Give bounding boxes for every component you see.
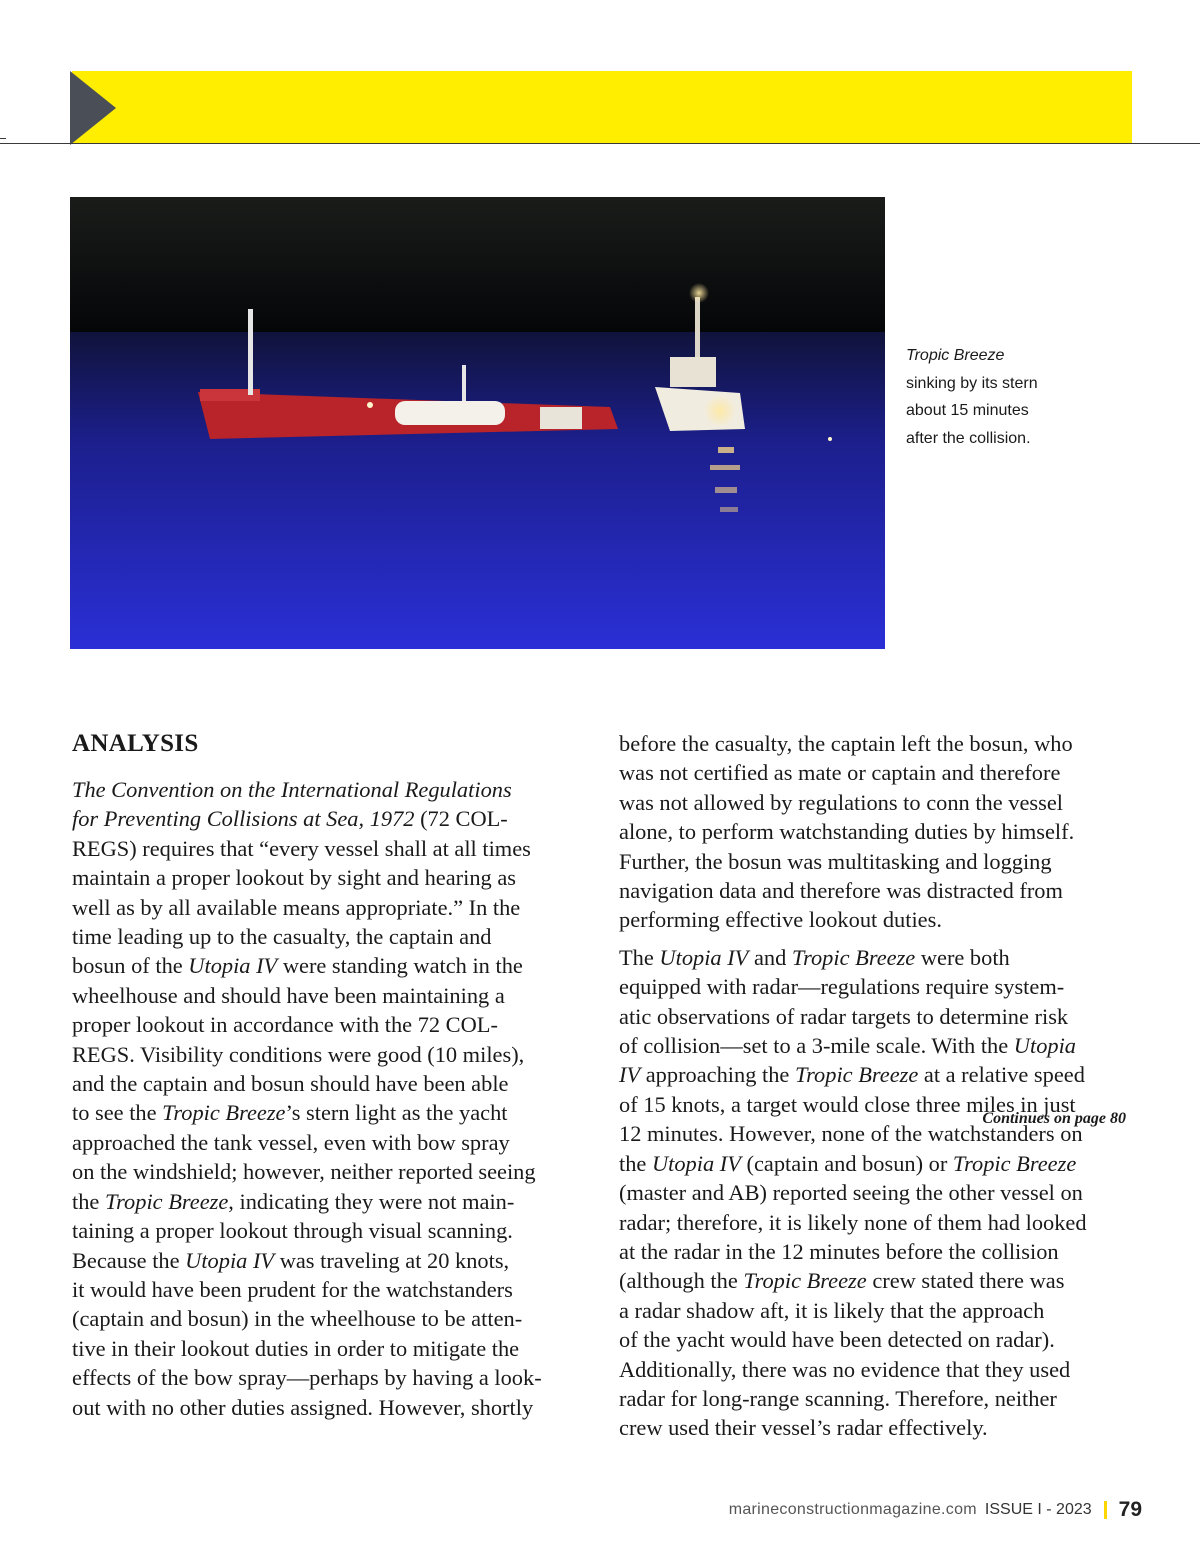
text-run: (72 COL- [414, 806, 508, 832]
text-run: effects of the bow spray—perhaps by having a look- [72, 1365, 542, 1391]
text-run: on the windshield; however, neither reported seeing [72, 1159, 536, 1185]
text-run: Additionally, there was no evidence that they used [619, 1356, 1071, 1382]
text-line [619, 847, 1139, 876]
text-line [619, 1384, 1139, 1413]
caption-line: about 15 minutes [906, 402, 1029, 419]
text-run: was traveling at 20 knots, [274, 1247, 510, 1273]
text-line [72, 1128, 592, 1157]
article-paragraph [619, 729, 1139, 935]
photo-sinking-vessel [70, 197, 885, 649]
text-line [619, 1208, 1139, 1237]
italic-text: Tropic Breeze [104, 1188, 229, 1214]
text-run: of the yacht would have been detected on radar). [619, 1327, 1055, 1353]
italic-text: Utopia IV [651, 1150, 741, 1176]
italic-text: Utopia [1013, 1033, 1076, 1059]
italic-text: Tropic Breeze [162, 1100, 286, 1126]
text-run: 12 minutes. However, none of the watchstanders on [619, 1121, 1083, 1147]
text-run: atic observations of radar targets to determine risk [619, 1003, 1069, 1029]
text-line [72, 1069, 592, 1098]
italic-text: Tropic Breeze [791, 944, 916, 970]
italic-text: Utopia IV [659, 944, 749, 970]
article-column-left [72, 729, 592, 1422]
text-run: performing effective lookout duties. [619, 907, 942, 933]
header-arrow-icon [70, 71, 118, 145]
text-line [72, 922, 592, 951]
text-run: REGS) requires that “every vessel shall at all times [72, 835, 531, 861]
text-run: radar for long-range scanning. Therefore, neither [619, 1385, 1057, 1411]
text-run: was not certified as mate or captain and therefore [619, 760, 1061, 786]
text-line [619, 1002, 1139, 1031]
text-run: approached the tank vessel, even with bow spray [72, 1129, 510, 1155]
text-line [619, 1413, 1139, 1442]
text-run: equipped with radar—regulations require system- [619, 974, 1065, 1000]
text-run: crew used their vessel’s radar effectively. [619, 1415, 988, 1441]
text-run: and [748, 944, 792, 970]
italic-text: Utopia IV [188, 953, 278, 979]
caption-line: sinking by its stern [906, 374, 1038, 392]
text-run: (master and AB) reported seeing the other vessel on [619, 1180, 1083, 1206]
footer-issue: ISSUE I - 2023 [984, 1501, 1092, 1518]
text-line [619, 1178, 1139, 1207]
caption-vessel-name: Tropic Breeze [906, 347, 1005, 364]
text-line [619, 876, 1139, 905]
text-line [619, 758, 1139, 787]
text-run: proper lookout in accordance with the 72 COL- [72, 1012, 498, 1038]
footer-separator [1104, 1501, 1107, 1519]
italic-text: Tropic Breeze [952, 1150, 1077, 1176]
text-line [72, 1010, 592, 1039]
footer-site: marineconstructionmagazine.com [728, 1501, 977, 1518]
text-line [619, 1031, 1139, 1060]
text-run: (captain and bosun) in the wheelhouse to be atten- [72, 1306, 523, 1332]
text-run: The [619, 944, 660, 970]
text-line [72, 1157, 592, 1186]
text-run: (captain and bosun) or [740, 1150, 953, 1176]
text-run: were both [915, 944, 1010, 970]
text-line [72, 1304, 592, 1333]
text-run: bosun of the [72, 953, 189, 979]
article-paragraph [619, 943, 1139, 1443]
text-line [72, 1363, 592, 1392]
text-run: , indicating they were not main- [228, 1188, 515, 1214]
text-run: (although the [619, 1268, 744, 1294]
text-run: and the captain and bosun should have been able [72, 1071, 509, 1097]
text-line [619, 788, 1139, 817]
italic-text: for Preventing Collisions at Sea, 1972 [72, 806, 415, 832]
text-line [619, 1355, 1139, 1384]
text-run: ’s stern light as the yacht [285, 1100, 508, 1126]
text-run: were standing watch in the [277, 953, 523, 979]
text-run: time leading up to the casualty, the captain and [72, 924, 492, 950]
text-run: at a relative speed [918, 1062, 1085, 1088]
italic-text: IV [619, 1062, 641, 1088]
text-run: maintain a proper lookout by sight and hearing as [72, 865, 516, 891]
continues-note: Continues on page 80 [982, 1110, 1126, 1127]
italic-text: Tropic Breeze [743, 1268, 867, 1294]
text-run: to see the [72, 1100, 163, 1126]
text-line [72, 1187, 592, 1216]
caption-line: after the collision. [906, 429, 1031, 447]
text-line [72, 893, 592, 922]
text-run: the [72, 1188, 105, 1214]
text-run: was not allowed by regulations to conn the vessel [619, 789, 1063, 815]
italic-text: Tropic Breeze [794, 1062, 919, 1088]
text-line [72, 1334, 592, 1363]
photo-caption [906, 342, 1106, 452]
page-number: 79 [1118, 1498, 1142, 1521]
text-line [72, 1098, 592, 1127]
text-run: Further, the bosun was multitasking and logging [619, 848, 1052, 874]
text-line [72, 1040, 592, 1069]
text-line [72, 863, 592, 892]
text-run: well as by all available means appropriate.” In the [72, 894, 521, 920]
text-run: REGS. Visibility conditions were good (10 miles), [72, 1041, 525, 1067]
text-line [619, 972, 1139, 1001]
text-line [619, 817, 1139, 846]
text-run: taining a proper lookout through visual scanning. [72, 1218, 513, 1244]
article-body-left [72, 775, 592, 1422]
text-run: wheelhouse and should have been maintaining a [72, 982, 505, 1008]
text-line [72, 951, 592, 980]
header-rule [0, 143, 1200, 144]
text-run: Because the [72, 1247, 186, 1273]
text-run: before the casualty, the captain left the bosun, who [619, 731, 1073, 756]
text-run: the [619, 1150, 652, 1176]
text-line [619, 729, 1139, 758]
text-run: alone, to perform watchstanding duties by himself. [619, 819, 1075, 845]
text-run: out with no other duties assigned. However, shortly [72, 1394, 534, 1420]
text-line [619, 943, 1139, 972]
section-heading: ANALYSIS [72, 730, 199, 757]
italic-text: Utopia IV [185, 1247, 275, 1273]
text-run: tive in their lookout duties in order to mitigate the [72, 1335, 520, 1361]
text-line [619, 1325, 1139, 1354]
text-run: of 15 knots, a target would close three miles in just [619, 1091, 1076, 1117]
text-line [619, 1266, 1139, 1295]
text-line [72, 1393, 592, 1422]
text-line [619, 1296, 1139, 1325]
text-line [619, 1060, 1139, 1089]
text-line [72, 1275, 592, 1304]
text-line [619, 905, 1139, 934]
text-run: radar; therefore, it is likely none of them had looked [619, 1209, 1087, 1235]
text-run: navigation data and therefore was distracted from [619, 878, 1063, 904]
text-run: crew stated there was [866, 1268, 1065, 1294]
text-line [72, 775, 592, 804]
text-line [72, 981, 592, 1010]
text-run: a radar shadow aft, it is likely that the approach [619, 1297, 1045, 1323]
text-run: of collision—set to a 3-mile scale. With the [619, 1033, 1014, 1059]
text-line [619, 1149, 1139, 1178]
text-line [72, 1246, 592, 1275]
text-run: approaching the [640, 1062, 795, 1088]
header-banner [72, 71, 1132, 143]
italic-text: The Convention on the International Regulations [72, 777, 512, 802]
text-run: at the radar in the 12 minutes before the collision [619, 1238, 1059, 1264]
header-tick [0, 138, 6, 139]
page-footer [729, 1498, 1142, 1522]
article-column-right [619, 729, 1139, 1443]
text-run: it would have been prudent for the watchstanders [72, 1276, 513, 1302]
text-line [72, 834, 592, 863]
text-line [72, 804, 592, 833]
text-line [619, 1237, 1139, 1266]
text-line [72, 1216, 592, 1245]
